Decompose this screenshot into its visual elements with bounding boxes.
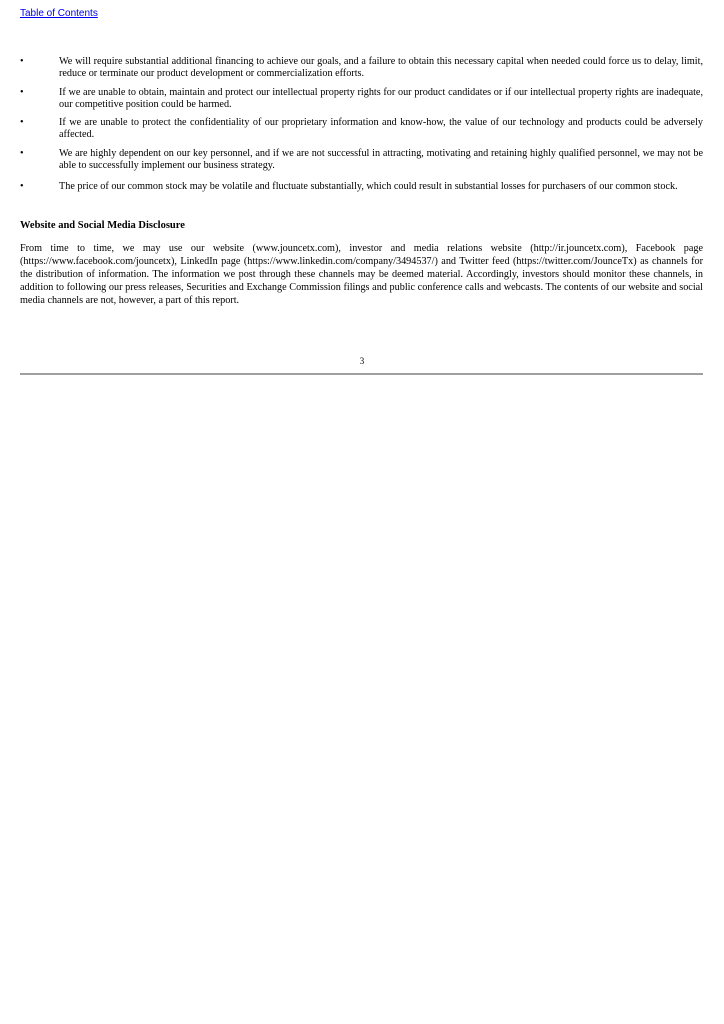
bullet-icon: • — [20, 56, 24, 67]
risk-factor-item — [20, 148, 703, 173]
risk-factor-text: If we are unable to protect the confidentiality of our proprietary information and know-how, the value of our technology and products could be adversely affected. — [59, 117, 703, 141]
risk-factor-item — [20, 87, 703, 112]
section-heading: Website and Social Media Disclosure — [20, 220, 185, 231]
bullet-icon: • — [20, 117, 24, 129]
table-of-contents-link[interactable]: Table of Contents — [20, 8, 98, 19]
page-number: 3 — [359, 356, 365, 366]
risk-factor-item — [20, 56, 703, 81]
risk-factor-list — [20, 56, 703, 200]
bullet-icon: • — [20, 147, 24, 159]
risk-factor-text: We will require substantial additional financing to achieve our goals, and a failure to obtain this necessary capital when needed could force us to delay, limit, reduce or terminate our product development or commercialization efforts. — [59, 56, 703, 80]
bullet-icon: • — [20, 181, 24, 193]
bullet-icon: • — [20, 86, 24, 98]
risk-factor-text: We are highly dependent on our key personnel, and if we are not successful in attracting, motivating and retaining highly qualified personnel, we may not be able to successfully implement our business strategy. — [59, 147, 703, 172]
risk-factor-text: If we are unable to obtain, maintain and protect our intellectual property rights for our product candidates or if our intellectual property rights are inadequate, our competitive position could be harmed. — [59, 86, 703, 110]
website-disclosure-paragraph: From time to time, we may use our website (www.jouncetx.com), investor and media relations website (http://ir.jouncetx.com), Facebook page (https://www.facebook.com/jouncetx), LinkedIn page (https://www.linkedin.com/company/3494537/) and Twitter feed (https://twitter.com/JounceTx) as channels for the distribution of information. The information we post through these channels may be deemed material. Accordingly, investors should monitor these channels, in addition to following our press releases, Securities and Exchange Commission filings and public conference calls and webcasts. The contents of our website and social media channels are not, however, a part of this report. — [20, 243, 703, 306]
risk-factor-item — [20, 117, 703, 142]
risk-factor-item — [20, 181, 703, 193]
risk-factor-text: The price of our common stock may be volatile and fluctuate substantially, which could result in substantial losses for purchasers of our common stock. — [59, 181, 678, 193]
page-divider — [20, 373, 703, 375]
